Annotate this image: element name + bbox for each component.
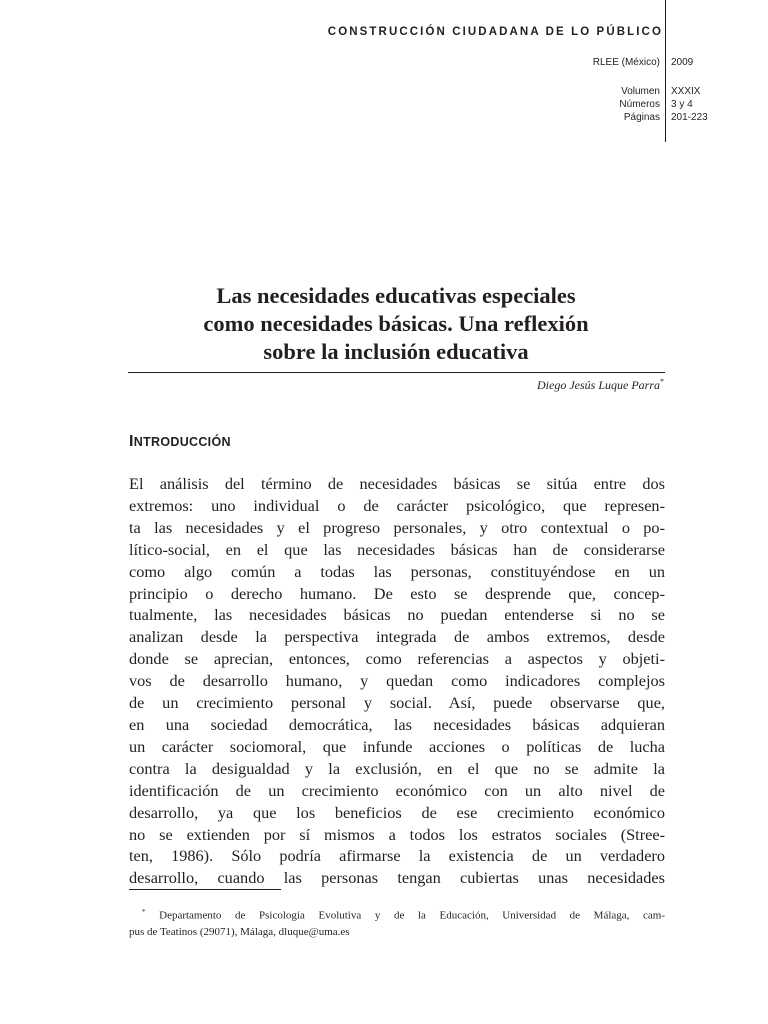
author-footnote-marker: * bbox=[660, 377, 664, 386]
title-line: Las necesidades educativas especiales bbox=[216, 283, 576, 308]
text-line: no se extienden por sí mismos a todos los estratos sociales (Stree- bbox=[129, 824, 665, 844]
text-line: desarrollo, cuando las personas tengan cubiertas unas necesidades bbox=[129, 868, 665, 888]
text-line: tualmente, las necesidades básicas no puedan entenderse si no se bbox=[129, 605, 665, 625]
text-line: un carácter sociomoral, que infunde acciones o políticas de lucha bbox=[129, 736, 665, 756]
text-line: donde se aprecian, entonces, como referencias a aspectos y objeti- bbox=[129, 649, 665, 669]
title-line: sobre la inclusión educativa bbox=[263, 339, 529, 364]
running-header: CONSTRUCCIÓN CIUDADANA DE LO PÚBLICO bbox=[327, 26, 663, 38]
text-line: como algo común a todas las personas, constituyéndose en un bbox=[129, 561, 665, 581]
section-heading bbox=[129, 433, 231, 451]
text-line: identificación de un crecimiento económico con un alto nivel de bbox=[129, 780, 665, 800]
article-title bbox=[128, 282, 664, 366]
header-divider bbox=[665, 0, 666, 142]
footnote-marker: * bbox=[142, 908, 146, 916]
text-line: ten, 1986). Sólo podría afirmarse la existencia de un verdadero bbox=[129, 846, 665, 866]
text-line: en una sociedad democrática, las necesidades básicas adquieran bbox=[129, 714, 665, 734]
meta-label-pages: Páginas bbox=[623, 112, 660, 123]
footnote-line bbox=[129, 904, 665, 924]
body-paragraph bbox=[129, 473, 665, 889]
section-heading-initial: I bbox=[129, 433, 134, 450]
footnote-text: Departamento de Psicología Evolutiva y de la Educación, Universidad de Málaga, cam- bbox=[159, 909, 666, 922]
footnote-rule bbox=[129, 889, 281, 890]
text-line: analizan desde la perspectiva integrada de ambos extremos, desde bbox=[129, 627, 665, 647]
text-line: lítico-social, en el que las necesidades básicas han de considerarse bbox=[129, 539, 665, 559]
title-line: como necesidades básicas. Una reflexión bbox=[203, 311, 589, 336]
text-line: El análisis del término de necesidades básicas se sitúa entre dos bbox=[129, 474, 665, 493]
text-line: principio o derecho humano. De esto se desprende que, concep- bbox=[129, 583, 665, 603]
footnote bbox=[129, 904, 665, 940]
text-line: vos de desarrollo humano, y quedan como indicadores complejos bbox=[129, 671, 665, 691]
author-name: Diego Jesús Luque Parra bbox=[537, 378, 660, 392]
meta-value-pages: 201-223 bbox=[671, 112, 708, 123]
meta-label-numbers: Números bbox=[619, 99, 660, 110]
footnote-line: pus de Teatinos (29071), Málaga, dluque@uma.es bbox=[129, 925, 350, 938]
author-byline bbox=[537, 377, 664, 393]
meta-value-volume: XXXIX bbox=[671, 86, 701, 97]
section-heading-rest: NTRODUCCIÓN bbox=[133, 435, 231, 449]
meta-value-numbers: 3 y 4 bbox=[671, 99, 693, 110]
text-line: ta las necesidades y el progreso personales, y otro contextual o po- bbox=[129, 517, 665, 537]
text-line: contra la desigualdad y la exclusión, en el que no se admite la bbox=[129, 758, 665, 778]
text-line: desarrollo, ya que los beneficios de ese crecimiento económico bbox=[129, 802, 665, 822]
text-line: de un crecimiento personal y social. Así, puede observarse que, bbox=[129, 693, 665, 713]
meta-value-year: 2009 bbox=[671, 57, 694, 68]
text-line: extremos: uno individual o de carácter psicológico, que represen- bbox=[129, 495, 665, 515]
title-rule bbox=[128, 372, 665, 373]
meta-label-journal: RLEE (México) bbox=[592, 57, 660, 68]
meta-label-volume: Volumen bbox=[621, 86, 660, 97]
